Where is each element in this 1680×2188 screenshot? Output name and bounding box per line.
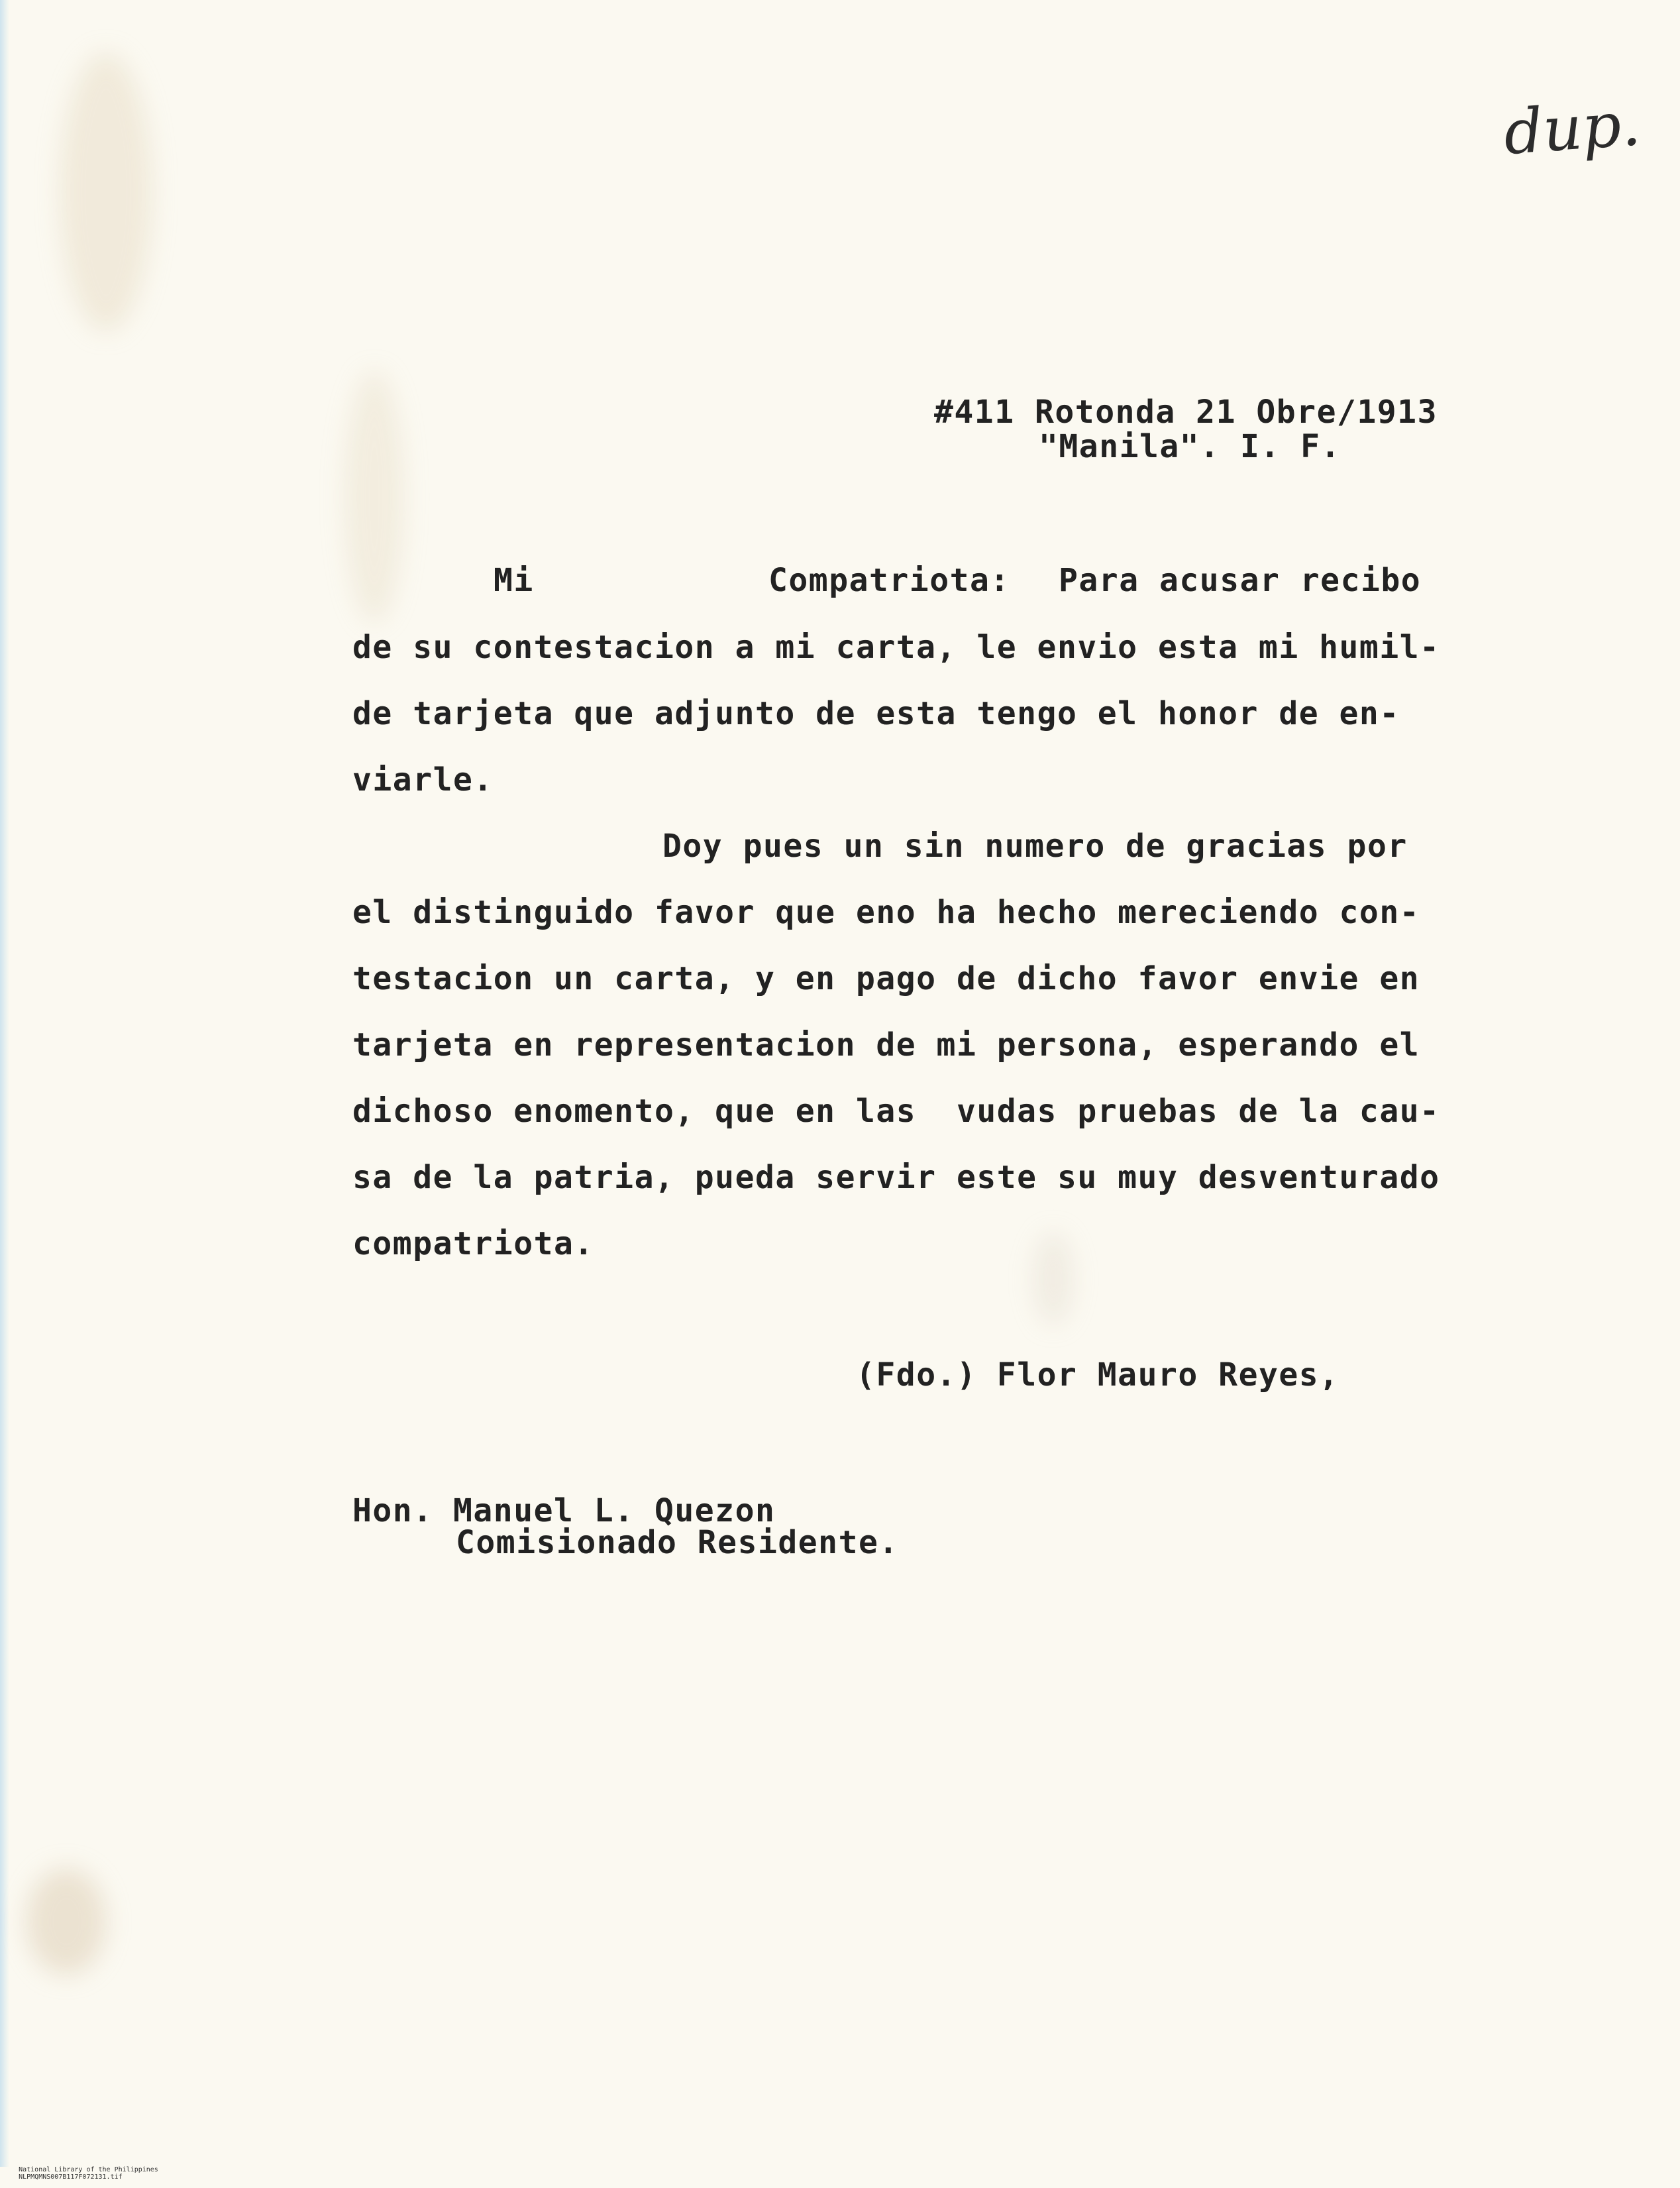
paper-stain: [60, 53, 152, 331]
handwritten-annotation: dup.: [1501, 87, 1643, 169]
scan-footer: [3, 2159, 185, 2188]
paragraph2-line: dichoso enomento, que en las vudas pruebas de la cau-: [352, 1093, 1440, 1130]
addressee-title: Comisionado Residente.: [456, 1524, 899, 1561]
footer-filename: NLPMQMNS007B117F072131.tif: [19, 2173, 123, 2181]
body-line: de tarjeta que adjunto de esta tengo el honor de en-: [352, 695, 1400, 732]
paragraph2-line: testacion un carta, y en pago de dicho favor envie en: [352, 960, 1420, 997]
paragraph2-line: Doy pues un sin numero de gracias por: [662, 828, 1408, 865]
paragraph2-line: tarjeta en representacion de mi persona, esperando el: [352, 1026, 1420, 1064]
body-line: de su contestacion a mi carta, le envio esta mi humil-: [352, 629, 1440, 666]
paragraph2-line: compatriota.: [352, 1225, 594, 1262]
city-line: "Manila". I. F.: [1039, 428, 1341, 465]
scan-edge: [0, 0, 9, 2167]
signature: (Fdo.) Flor Mauro Reyes,: [856, 1356, 1339, 1394]
paragraph2-line: el distinguido favor que eno ha hecho mereciendo con-: [352, 894, 1420, 931]
footer-library: National Library of the Philippines: [19, 2166, 158, 2173]
address-line: #411 Rotonda 21 Obre/1913: [934, 394, 1438, 431]
salutation-mi: Mi: [494, 562, 534, 599]
salutation-compatriota: Compatriota:: [768, 562, 1010, 599]
paper-stain: [26, 1869, 106, 1975]
paper-stain: [344, 371, 404, 623]
salutation-rest: Para acusar recibo: [1059, 562, 1422, 599]
body-line: viarle.: [352, 761, 494, 798]
paper-stain: [1033, 1232, 1073, 1325]
paragraph2-line: sa de la patria, pueda servir este su muy desventurado: [352, 1159, 1440, 1196]
addressee-name: Hon. Manuel L. Quezon: [352, 1492, 776, 1529]
